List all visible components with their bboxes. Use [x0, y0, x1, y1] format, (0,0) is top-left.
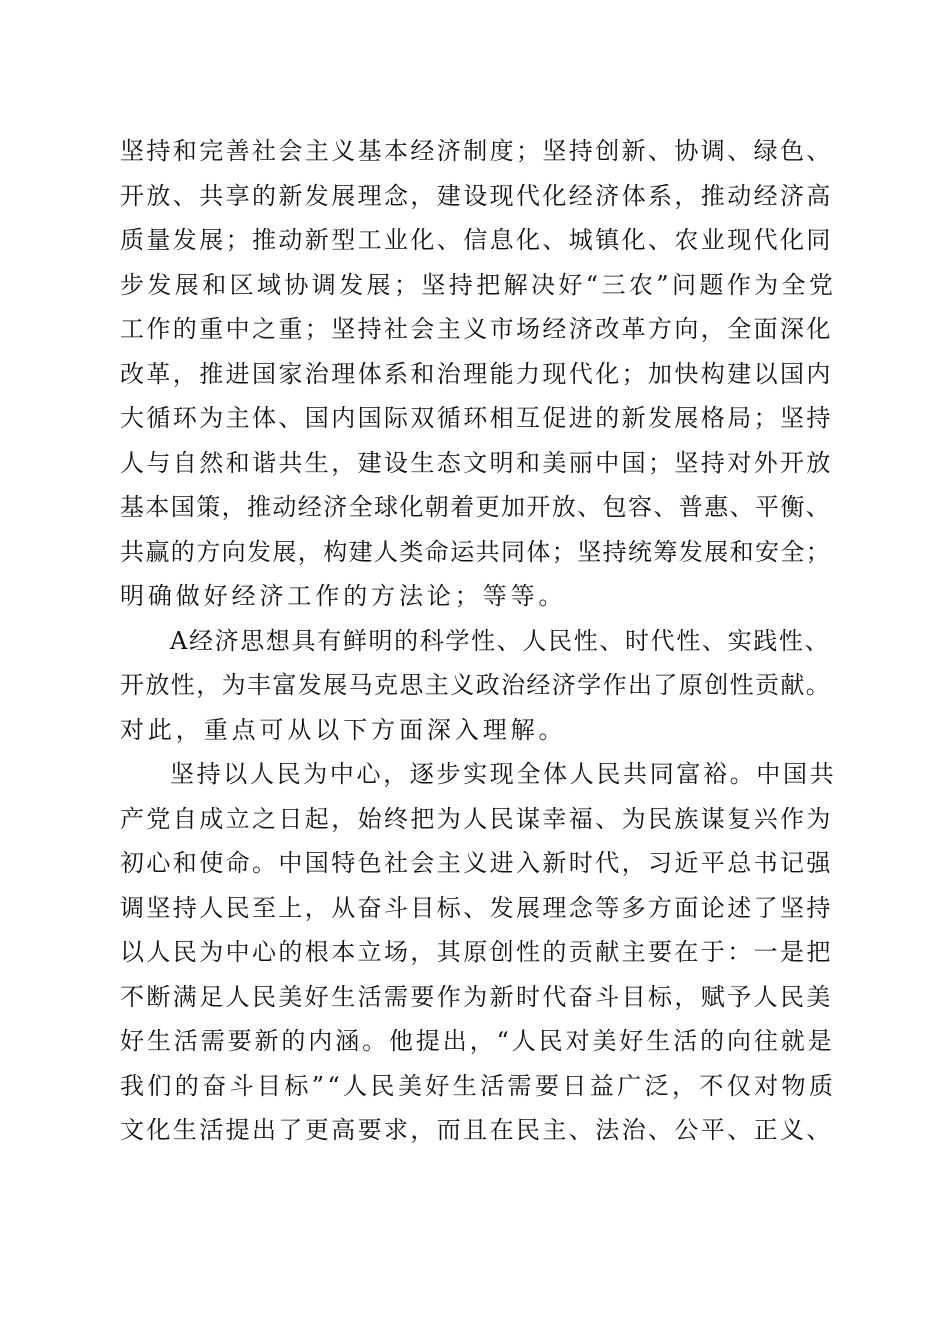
- text-line: 坚持和完善社会主义基本经济制度；坚持创新、协调、绿色、: [120, 137, 833, 165]
- text-line: 步发展和区域协调发展；坚持把解决好“三农”问题作为全党: [120, 270, 837, 299]
- text-line: 大循环为主体、国内国际双循环相互促进的新发展格局；坚持: [120, 404, 833, 432]
- text-line: A经济思想具有鲜明的科学性、人民性、时代性、实践性、: [170, 626, 831, 655]
- text-line: 好生活需要新的内涵。他提出，“人民对美好生活的向往就是: [120, 1027, 835, 1055]
- text-line: 产党自成立之日起，始终把为人民谋幸福、为民族谋复兴作为: [120, 804, 833, 833]
- text-line: 工作的重中之重；坚持社会主义市场经济改革方向，全面深化: [120, 315, 833, 343]
- body-text: [120, 129, 836, 1153]
- text-line: 共赢的方向发展，构建人类命运共同体；坚持统筹发展和安全；: [120, 537, 832, 566]
- text-line: 改革，推进国家治理体系和治理能力现代化；加快构建以国内: [120, 359, 833, 388]
- text-line: 以人民为中心的根本立场，其原创性的贡献主要在于：一是把: [120, 938, 833, 966]
- text-line: 开放、共享的新发展理念，建设现代化经济体系，推动经济高: [120, 181, 833, 210]
- text-line: 人与自然和谐共生，建设生态文明和美丽中国；坚持对外开放: [120, 448, 833, 477]
- text-line: 对此，重点可从以下方面深入理解。: [120, 715, 567, 744]
- text-line: 质量发展；推动新型工业化、信息化、城镇化、农业现代化同: [120, 226, 833, 254]
- text-line: 文化生活提出了更高要求，而且在民主、法治、公平、正义、: [120, 1116, 833, 1144]
- text-line: 调坚持人民至上，从奋斗目标、发展理念等多方面论述了坚持: [120, 893, 833, 922]
- text-line: 开放性，为丰富发展马克思主义政治经济学作出了原创性贡献。: [120, 671, 832, 699]
- text-line: 我们的奋斗目标”“人民美好生活需要日益广泛，不仅对物质: [120, 1071, 837, 1100]
- text-line: 初心和使命。中国特色社会主义进入新时代，习近平总书记强: [120, 849, 833, 877]
- text-line: 坚持以人民为中心，逐步实现全体人民共同富裕。中国共: [170, 760, 837, 788]
- text-line: 明确做好经济工作的方法论；等等。: [120, 582, 567, 610]
- text-line: 基本国策，推动经济全球化朝着更加开放、包容、普惠、平衡、: [120, 493, 832, 521]
- text-line: 不断满足人民美好生活需要作为新时代奋斗目标，赋予人民美: [120, 982, 833, 1011]
